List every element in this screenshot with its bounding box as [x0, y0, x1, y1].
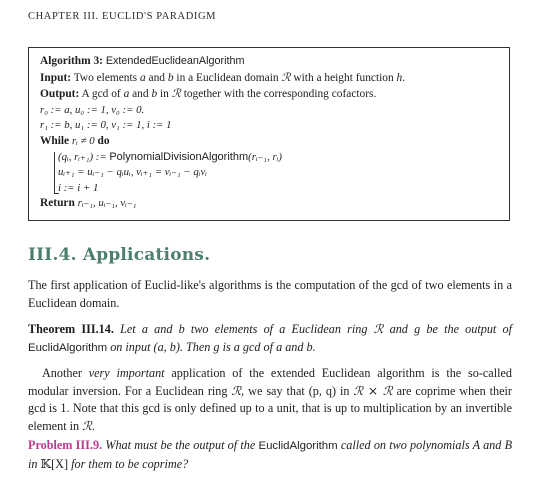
math-ring-symbol: ℛ: [281, 69, 291, 84]
math-polynomial-ring: 𝕂[X]: [40, 456, 69, 471]
math-a: a: [123, 88, 130, 101]
return-values: rᵢ₋₁, uᵢ₋₁, vᵢ₋₁: [77, 197, 137, 210]
math-h: h: [396, 71, 403, 84]
algorithm-input-text: in a Euclidean domain: [176, 71, 279, 84]
while-keyword: While: [40, 134, 70, 147]
math-ring-symbol: ℛ: [171, 86, 181, 101]
while-block-bar: [54, 152, 55, 195]
while-body-line-1-args: (rᵢ₋₁, rᵢ): [248, 150, 282, 163]
algorithm-while-header: [40, 134, 498, 150]
paragraph-intro: The first application of Euclid-like's algorithms is the computation of the gcd of two elements in a Euclidean domain.: [28, 278, 512, 310]
math-b: b: [167, 71, 174, 84]
algorithm-output-text: together with the corresponding cofactors.: [183, 88, 377, 101]
euclid-algorithm-name: EuclidAlgorithm: [258, 440, 338, 452]
algorithm-init-line-2: r₁ := b, u₁ := 0, v₁ := 1, i := 1: [40, 119, 172, 132]
algorithm-init-line-1: r₀ := a, u₀ := 1, v₀ := 0.: [40, 103, 145, 116]
while-body-line-1-lhs: (qᵢ, rᵢ₊₁) :=: [58, 150, 107, 163]
math-b: b: [151, 88, 158, 101]
math-ring-symbol: ℛ: [373, 322, 384, 336]
problem-text: What must be the output of the: [105, 438, 256, 452]
euclid-algorithm-name: EuclidAlgorithm: [28, 341, 108, 354]
algorithm-output-text: A gcd of: [81, 88, 121, 101]
paragraph-emphasis: very important: [88, 366, 165, 380]
polynomial-division-function: PolynomialDivisionAlgorithm: [109, 150, 249, 163]
math-a: a: [139, 71, 146, 84]
while-body-line-1: [58, 150, 498, 166]
running-header: CHAPTER III. EUCLID'S PARADIGM: [28, 11, 217, 22]
theorem-label: Theorem III.14.: [28, 322, 114, 336]
paragraph-text: Another: [42, 366, 82, 380]
algorithm-caption-label: Algorithm 3:: [40, 55, 103, 67]
algorithm-input: Input: Two elements a and b in a Euclidean domain ℛ with a height function h.: [40, 69, 406, 84]
section-title: III.4. Applications.: [28, 245, 211, 265]
paragraph-modular-inversion: Another very important application of the extended Euclidean algorithm is the so-called modular inversion. For a Euclidean ring ℛ, we say that (p, q) in ℛ × ℛ are coprime when their gcd is 1. Note that this gcd is only defined up to a unit, that is up to multiplication by an invertible element in ℛ.: [28, 366, 512, 433]
return-keyword: Return: [40, 197, 75, 210]
while-condition: rᵢ ≠ 0: [71, 134, 95, 147]
algorithm-return: [40, 196, 498, 212]
algorithm-box: [28, 47, 510, 221]
theorem-text: on input (a, b). Then g is a gcd of a and b.: [110, 339, 316, 354]
while-body-line-2: uᵢ₊₁ = uᵢ₋₁ − qᵢuᵢ, vᵢ₊₁ = vᵢ₋₁ − qᵢvᵢ: [58, 166, 207, 179]
do-keyword: do: [97, 134, 110, 147]
math-ring-symbol: ℛ: [82, 418, 92, 433]
while-body: [54, 150, 498, 197]
algorithm-input-text: Two elements: [73, 71, 138, 84]
paragraph-text: , we say that (p, q) in: [241, 383, 350, 398]
algorithm-caption: [40, 54, 498, 70]
algorithm-input-label: Input:: [40, 71, 72, 84]
algorithm-output-label: Output:: [40, 88, 80, 101]
problem-label: Problem III.9.: [28, 438, 103, 452]
theorem-block: [28, 321, 512, 357]
while-block-bar-foot: [54, 193, 59, 194]
math-ring-symbol: ℛ: [231, 383, 242, 398]
algorithm-input-text: with a height function: [293, 71, 394, 84]
paragraph-text: are coprime when their gcd is 1. Note that this gcd is only defined up to a unit, that is up to multiplication by an invertible element in: [28, 383, 512, 433]
problem-text: for them to be coprime?: [71, 456, 189, 471]
algorithm-output-text: and: [132, 88, 149, 101]
algorithm-output: [40, 86, 498, 103]
math-ring-product: ℛ × ℛ: [353, 383, 393, 398]
paragraph-text: application of the extended Euclidean algorithm is the so-called modular inversion. For a Euclidean ring: [28, 366, 512, 398]
algorithm-name: ExtendedEuclideanAlgorithm: [105, 55, 245, 67]
problem-block: [28, 437, 512, 473]
algorithm-input-text: and: [148, 71, 165, 84]
theorem-text: Let a and b two elements of a Euclidean ring: [120, 322, 368, 336]
algorithm-output-text: in: [160, 88, 169, 101]
while-body-line-3: i := i + 1: [58, 181, 99, 194]
problem-text: called on two polynomials A and B in: [28, 438, 513, 471]
theorem-text: and g be the output of: [389, 322, 513, 336]
